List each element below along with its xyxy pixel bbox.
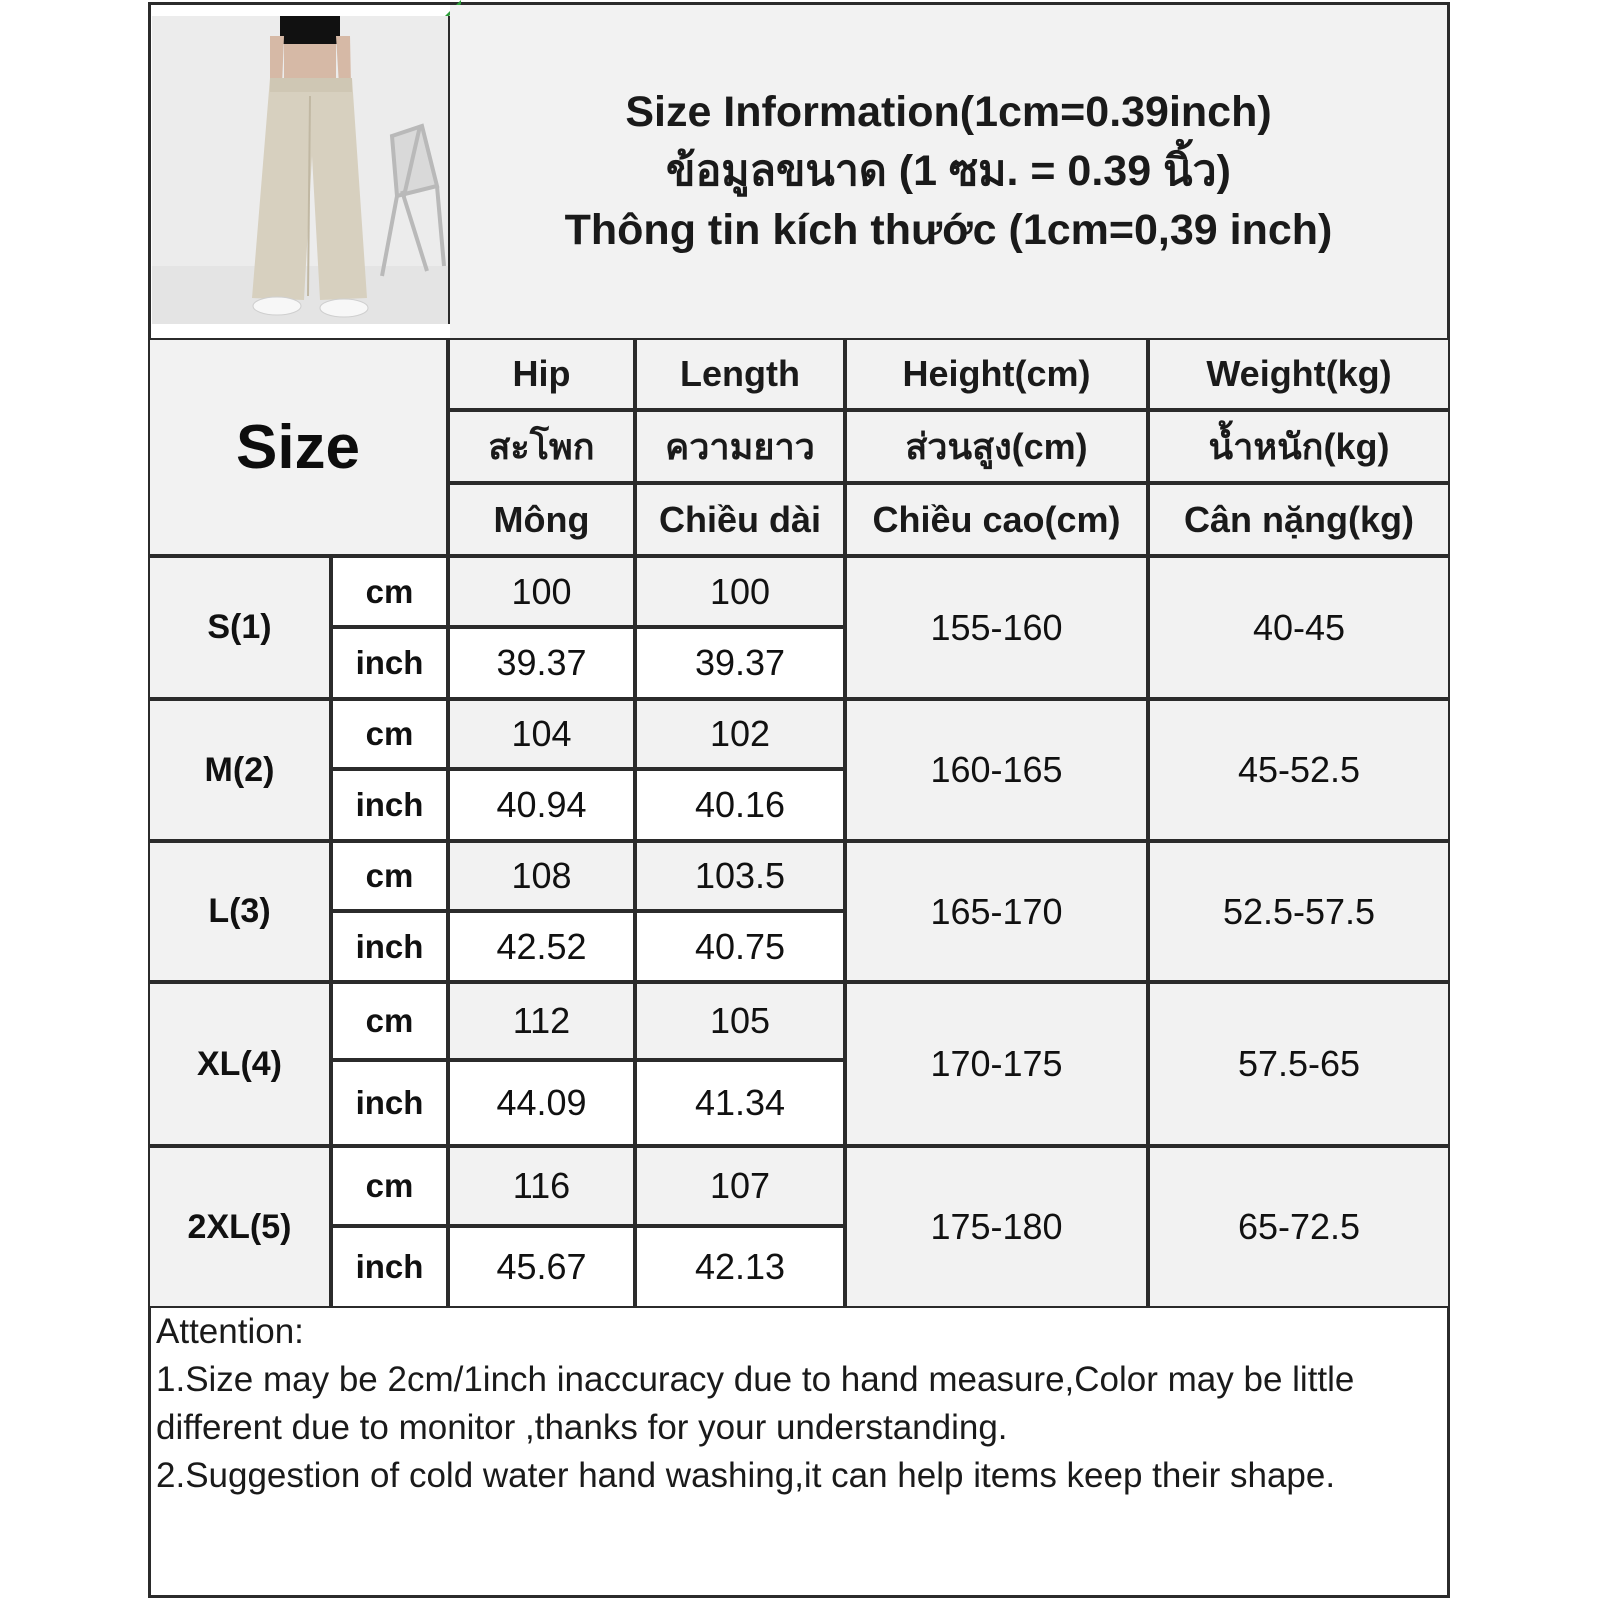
length-inch: 42.13 — [635, 1226, 845, 1308]
length-cm: 107 — [635, 1146, 845, 1226]
hip-inch: 39.37 — [448, 627, 635, 699]
hip-cm: 112 — [448, 982, 635, 1060]
hip-inch: 40.94 — [448, 769, 635, 841]
size-label: XL(4) — [148, 982, 331, 1146]
title-vietnamese: Thông tin kích thước (1cm=0,39 inch) — [564, 206, 1333, 254]
unit-cm: cm — [331, 699, 448, 769]
col-height-th: ส่วนสูง(cm) — [845, 410, 1148, 483]
model-wearing-pants-image — [152, 16, 448, 324]
height-range: 160-165 — [845, 699, 1148, 841]
col-weight-vi: Cân nặng(kg) — [1148, 483, 1450, 556]
col-height-vi: Chiều cao(cm) — [845, 483, 1148, 556]
product-photo — [152, 16, 451, 324]
unit-inch: inch — [331, 627, 448, 699]
weight-range: 52.5-57.5 — [1148, 841, 1450, 982]
notes-heading: Attention: — [156, 1312, 304, 1351]
size-header: Size — [148, 338, 448, 556]
hip-cm: 108 — [448, 841, 635, 911]
col-length-th: ความยาว — [635, 410, 845, 483]
weight-range: 45-52.5 — [1148, 699, 1450, 841]
unit-cm: cm — [331, 1146, 448, 1226]
hip-cm: 116 — [448, 1146, 635, 1226]
col-weight-en: Weight(kg) — [1148, 338, 1450, 410]
unit-inch: inch — [331, 769, 448, 841]
weight-range: 40-45 — [1148, 556, 1450, 699]
col-hip-vi: Mông — [448, 483, 635, 556]
unit-cm: cm — [331, 556, 448, 627]
hip-cm: 100 — [448, 556, 635, 627]
size-label: S(1) — [148, 556, 331, 699]
length-cm: 100 — [635, 556, 845, 627]
length-inch: 39.37 — [635, 627, 845, 699]
col-length-en: Length — [635, 338, 845, 410]
hip-inch: 44.09 — [448, 1060, 635, 1146]
col-weight-th: น้ำหนัก(kg) — [1148, 410, 1450, 483]
length-cm: 105 — [635, 982, 845, 1060]
height-range: 165-170 — [845, 841, 1148, 982]
unit-cm: cm — [331, 982, 448, 1060]
height-range: 175-180 — [845, 1146, 1148, 1308]
unit-cm: cm — [331, 841, 448, 911]
attention-notes — [156, 1308, 1446, 1500]
height-range: 170-175 — [845, 982, 1148, 1146]
height-range: 155-160 — [845, 556, 1148, 699]
col-hip-th: สะโพก — [448, 410, 635, 483]
weight-range: 57.5-65 — [1148, 982, 1450, 1146]
title-english: Size Information(1cm=0.39inch) — [625, 88, 1272, 136]
unit-inch: inch — [331, 1226, 448, 1308]
col-length-vi: Chiều dài — [635, 483, 845, 556]
note-measurement: 1.Size may be 2cm/1inch inaccuracy due to hand measure,Color may be little different due to monitor ,thanks for your understanding. — [156, 1360, 1355, 1447]
length-inch: 40.75 — [635, 911, 845, 982]
col-height-en: Height(cm) — [845, 338, 1148, 410]
weight-range: 65-72.5 — [1148, 1146, 1450, 1308]
unit-inch: inch — [331, 1060, 448, 1146]
title-thai: ข้อมูลขนาด (1 ซม. = 0.39 นิ้ว) — [666, 147, 1231, 195]
col-hip-en: Hip — [448, 338, 635, 410]
size-label: 2XL(5) — [148, 1146, 331, 1308]
size-label: M(2) — [148, 699, 331, 841]
length-inch: 41.34 — [635, 1060, 845, 1146]
size-label: L(3) — [148, 841, 331, 982]
hip-cm: 104 — [448, 699, 635, 769]
note-washing: 2.Suggestion of cold water hand washing,it can help items keep their shape. — [156, 1456, 1336, 1495]
title-block — [450, 5, 1447, 338]
unit-inch: inch — [331, 911, 448, 982]
hip-inch: 42.52 — [448, 911, 635, 982]
length-cm: 102 — [635, 699, 845, 769]
length-cm: 103.5 — [635, 841, 845, 911]
hip-inch: 45.67 — [448, 1226, 635, 1308]
length-inch: 40.16 — [635, 769, 845, 841]
